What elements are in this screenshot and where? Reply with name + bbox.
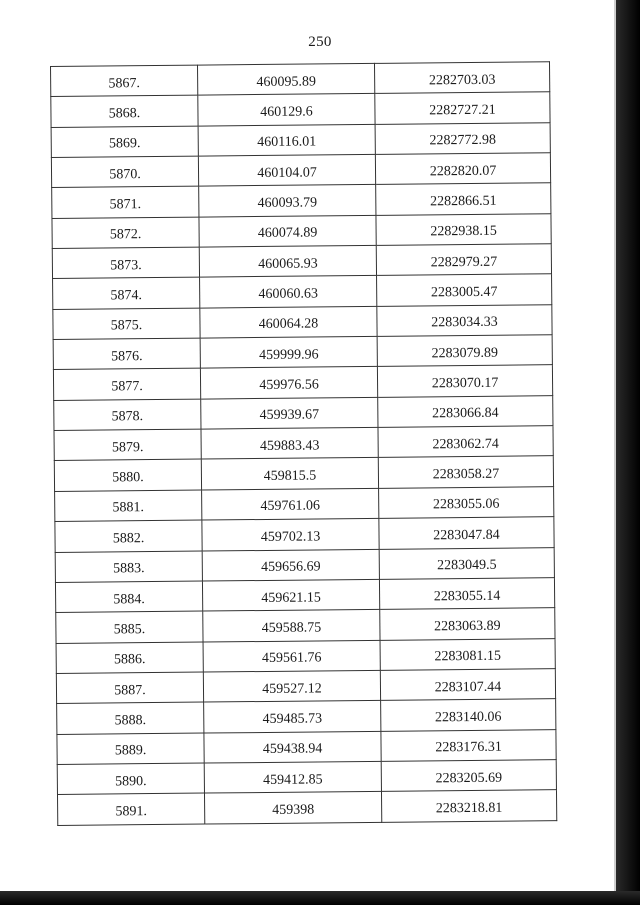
- x-coordinate-cell: [199, 185, 376, 217]
- row-number-cell: [52, 247, 199, 279]
- coordinates-table-container: [50, 61, 557, 825]
- table-row: [57, 760, 556, 795]
- x-coordinate-cell: [200, 276, 377, 308]
- y-coordinate-cell-text: 2283055.06: [432, 497, 500, 513]
- x-coordinate-cell: [201, 397, 378, 429]
- table-row: [55, 547, 554, 582]
- x-coordinate-cell-text: 460065.93: [258, 256, 318, 272]
- x-coordinate-cell: [201, 427, 378, 459]
- x-coordinate-cell: [202, 519, 379, 551]
- row-number-cell-text: 5880.: [112, 470, 144, 486]
- x-coordinate-cell-text: 459976.56: [259, 377, 319, 394]
- x-coordinate-cell: [200, 336, 377, 368]
- row-number-cell: [56, 611, 203, 643]
- table-row: [55, 517, 554, 552]
- row-number-cell: [54, 460, 201, 492]
- y-coordinate-cell-text: 2282703.03: [428, 72, 496, 89]
- y-coordinate-cell: [375, 122, 550, 154]
- table-row: [51, 122, 550, 157]
- row-number-cell: [53, 369, 200, 401]
- x-coordinate-cell-text: 460060.63: [258, 286, 319, 303]
- scanner-border-bottom: [0, 891, 640, 905]
- row-number-cell: [53, 338, 200, 370]
- row-number-cell-text: 5887.: [114, 682, 146, 698]
- x-coordinate-cell-text: 459761.06: [260, 498, 321, 515]
- y-coordinate-cell: [379, 486, 554, 518]
- table-row: [52, 244, 551, 279]
- table-row: [54, 395, 553, 430]
- x-coordinate-cell-text: 459412.85: [263, 771, 323, 788]
- x-coordinate-cell-text: 460093.79: [257, 195, 318, 212]
- row-number-cell: [57, 763, 204, 795]
- row-number-cell-text: 5877.: [111, 379, 143, 395]
- x-coordinate-cell-text: 460116.01: [257, 134, 317, 151]
- y-coordinate-cell-text: 2283063.89: [434, 618, 501, 635]
- table-row: [56, 669, 555, 704]
- y-coordinate-cell: [380, 669, 555, 701]
- table-row: [57, 699, 556, 734]
- x-coordinate-cell: [200, 306, 377, 338]
- y-coordinate-cell: [379, 547, 554, 579]
- y-coordinate-cell-text: 2282727.21: [429, 102, 496, 119]
- row-number-cell-text: 5890.: [115, 773, 147, 789]
- y-coordinate-cell-text: 2283047.84: [433, 527, 500, 544]
- table-row: [55, 486, 554, 521]
- y-coordinate-cell-text: 2282979.27: [430, 254, 498, 271]
- coordinates-table: [50, 61, 557, 825]
- x-coordinate-cell: [204, 731, 381, 763]
- y-coordinate-cell: [381, 699, 556, 731]
- x-coordinate-cell-text: 459398: [272, 802, 315, 818]
- row-number-cell: [53, 277, 200, 309]
- y-coordinate-cell: [375, 92, 550, 124]
- x-coordinate-cell-text: 459621.15: [261, 589, 321, 606]
- x-coordinate-cell: [204, 701, 381, 733]
- x-coordinate-cell-text: 459656.69: [261, 559, 321, 576]
- row-number-cell: [56, 642, 203, 674]
- y-coordinate-cell: [381, 790, 556, 822]
- x-coordinate-cell-text: 459588.75: [261, 620, 322, 636]
- y-coordinate-cell-text: 2283058.27: [432, 466, 500, 483]
- row-number-cell-text: 5871.: [109, 197, 142, 213]
- y-coordinate-cell-text: 2283005.47: [430, 284, 498, 301]
- y-coordinate-cell-text: 2282938.15: [430, 224, 497, 240]
- table-row: [53, 304, 552, 339]
- table-row: [54, 456, 553, 491]
- table-row: [53, 335, 552, 370]
- row-number-cell-text: 5879.: [111, 439, 144, 456]
- y-coordinate-cell: [376, 183, 551, 215]
- x-coordinate-cell: [203, 640, 380, 672]
- x-coordinate-cell: [202, 488, 379, 520]
- x-coordinate-cell: [198, 94, 375, 126]
- x-coordinate-cell: [199, 245, 376, 277]
- y-coordinate-cell: [377, 335, 552, 367]
- row-number-cell-text: 5885.: [113, 621, 146, 638]
- row-number-cell: [53, 308, 200, 340]
- y-coordinate-cell: [378, 456, 553, 488]
- y-coordinate-cell-text: 2283034.33: [431, 315, 498, 331]
- y-coordinate-cell-text: 2283049.5: [436, 557, 497, 574]
- row-number-cell: [57, 793, 204, 825]
- x-coordinate-cell: [203, 670, 380, 702]
- row-number-cell-text: 5876.: [110, 348, 143, 365]
- y-coordinate-cell: [378, 395, 553, 427]
- y-coordinate-cell: [375, 153, 550, 185]
- x-coordinate-cell-text: 459939.67: [259, 407, 320, 424]
- row-number-cell: [55, 551, 202, 583]
- table-row: [53, 365, 552, 400]
- row-number-cell-text: 5872.: [109, 227, 142, 243]
- x-coordinate-cell: [202, 549, 379, 581]
- x-coordinate-cell-text: 460064.28: [258, 316, 319, 333]
- y-coordinate-cell: [380, 608, 555, 640]
- y-coordinate-cell-text: 2283062.74: [432, 436, 499, 453]
- row-number-cell: [56, 672, 203, 704]
- x-coordinate-cell: [200, 367, 377, 399]
- coordinates-table-body: [51, 62, 557, 825]
- row-number-cell-text: 5874.: [110, 288, 143, 304]
- row-number-cell: [51, 65, 198, 97]
- y-coordinate-cell: [380, 638, 555, 670]
- y-coordinate-cell: [378, 426, 553, 458]
- x-coordinate-cell: [202, 579, 379, 611]
- row-number-cell-text: 5870.: [109, 166, 141, 183]
- row-number-cell: [51, 156, 198, 188]
- y-coordinate-cell: [377, 304, 552, 336]
- table-row: [57, 790, 556, 825]
- row-number-cell-text: 5868.: [108, 106, 141, 122]
- y-coordinate-cell-text: 2283055.14: [433, 588, 501, 604]
- row-number-cell-text: 5869.: [108, 136, 141, 152]
- row-number-cell: [52, 217, 199, 249]
- table-row: [51, 153, 550, 188]
- table-row: [57, 729, 556, 764]
- x-coordinate-cell-text: 459702.13: [260, 529, 321, 545]
- scanner-border-right: [616, 0, 640, 905]
- x-coordinate-cell: [198, 154, 375, 186]
- row-number-cell-text: 5875.: [110, 318, 143, 334]
- y-coordinate-cell-text: 2283218.81: [435, 800, 503, 817]
- row-number-cell-text: 5881.: [112, 500, 145, 516]
- x-coordinate-cell-text: 460095.89: [256, 74, 316, 90]
- row-number-cell-text: 5884.: [113, 591, 145, 607]
- row-number-cell: [57, 702, 204, 734]
- x-coordinate-cell: [201, 458, 378, 490]
- row-number-cell-text: 5867.: [108, 75, 140, 92]
- row-number-cell: [52, 186, 199, 218]
- row-number-cell-text: 5888.: [114, 712, 147, 729]
- row-number-cell-text: 5891.: [115, 804, 147, 820]
- table-row: [56, 608, 555, 643]
- row-number-cell: [51, 95, 198, 127]
- row-number-cell-text: 5878.: [111, 409, 144, 425]
- x-coordinate-cell-text: 460129.6: [260, 104, 313, 120]
- x-coordinate-cell: [203, 610, 380, 642]
- table-row: [56, 638, 555, 673]
- x-coordinate-cell-text: 459485.73: [262, 711, 323, 727]
- y-coordinate-cell-text: 2283079.89: [431, 345, 499, 362]
- x-coordinate-cell: [197, 63, 374, 95]
- row-number-cell-text: 5889.: [114, 743, 147, 759]
- row-number-cell: [55, 520, 202, 552]
- x-coordinate-cell: [204, 761, 381, 793]
- y-coordinate-cell: [377, 274, 552, 306]
- x-coordinate-cell-text: 459815.5: [263, 468, 317, 485]
- y-coordinate-cell: [381, 729, 556, 761]
- y-coordinate-cell-text: 2283066.84: [432, 406, 499, 422]
- row-number-cell: [54, 399, 201, 431]
- x-coordinate-cell-text: 459883.43: [259, 438, 320, 454]
- table-row: [52, 183, 551, 218]
- y-coordinate-cell: [376, 244, 551, 276]
- y-coordinate-cell-text: 2283107.44: [434, 679, 502, 695]
- table-row: [54, 426, 553, 461]
- y-coordinate-cell-text: 2282820.07: [429, 163, 497, 180]
- row-number-cell: [54, 429, 201, 461]
- page-number: 250: [308, 34, 332, 50]
- y-coordinate-cell-text: 2283140.06: [434, 709, 502, 726]
- x-coordinate-cell: [198, 124, 375, 156]
- y-coordinate-cell-text: 2282866.51: [430, 193, 497, 210]
- y-coordinate-cell: [376, 213, 551, 245]
- x-coordinate-cell-text: 459999.96: [258, 347, 319, 363]
- y-coordinate-cell: [379, 578, 554, 610]
- x-coordinate-cell: [204, 792, 381, 824]
- y-coordinate-cell-text: 2283081.15: [434, 648, 502, 665]
- y-coordinate-cell: [377, 365, 552, 397]
- x-coordinate-cell-text: 459561.76: [261, 650, 322, 667]
- y-coordinate-cell-text: 2283070.17: [431, 375, 499, 392]
- table-row: [53, 274, 552, 309]
- row-number-cell-text: 5886.: [113, 652, 146, 668]
- y-coordinate-cell-text: 2283205.69: [435, 770, 503, 786]
- table-row: [51, 62, 550, 97]
- table-row: [51, 92, 550, 127]
- row-number-cell: [51, 126, 198, 158]
- table-row: [55, 578, 554, 613]
- y-coordinate-cell-text: 2283176.31: [435, 739, 502, 756]
- x-coordinate-cell-text: 459438.94: [262, 741, 323, 758]
- row-number-cell-text: 5873.: [110, 257, 142, 274]
- row-number-cell-text: 5882.: [112, 530, 145, 547]
- row-number-cell: [55, 581, 202, 613]
- y-coordinate-cell: [379, 517, 554, 549]
- row-number-cell: [55, 490, 202, 522]
- y-coordinate-cell: [381, 760, 556, 792]
- y-coordinate-cell-text: 2282772.98: [429, 133, 497, 149]
- row-number-cell: [57, 733, 204, 765]
- x-coordinate-cell-text: 459527.12: [262, 680, 322, 697]
- x-coordinate-cell: [199, 215, 376, 247]
- table-row: [52, 213, 551, 248]
- y-coordinate-cell: [374, 62, 549, 94]
- row-number-cell-text: 5883.: [113, 561, 145, 577]
- x-coordinate-cell-text: 460104.07: [257, 165, 317, 181]
- x-coordinate-cell-text: 460074.89: [257, 225, 318, 242]
